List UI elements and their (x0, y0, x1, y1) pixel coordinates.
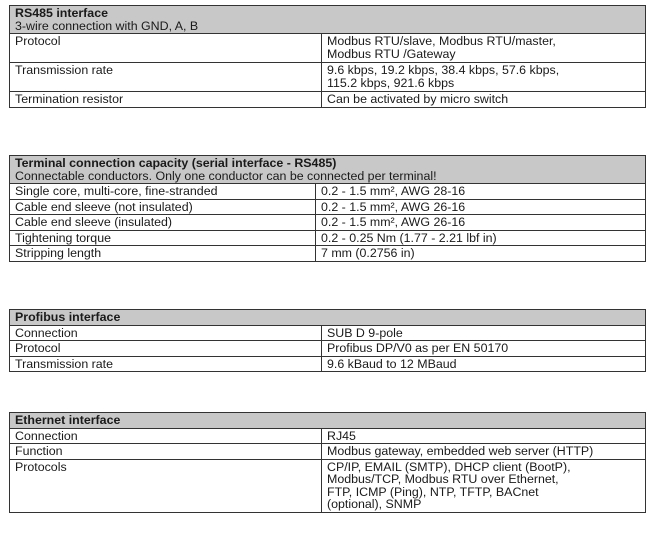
row-label: Connection (10, 325, 322, 341)
table-row (10, 230, 646, 246)
profibus-interface-table (9, 309, 646, 372)
row-value: 7 mm (0.2756 in) (316, 246, 646, 262)
section-header-cell (10, 413, 646, 429)
row-label: Tightening torque (10, 230, 316, 246)
section-header (10, 310, 646, 326)
row-label: Termination resistor (10, 92, 322, 108)
section-header-cell (10, 310, 646, 326)
table-row (10, 444, 646, 460)
section-header (10, 156, 646, 184)
row-value: CP/IP, EMAIL (SMTP), DHCP client (BootP), Modbus/TCP, Modbus RTU over Ethernet, FTP, ICMP (Ping), NTP, TFTP, BACnet (optional), SNMP (322, 459, 646, 512)
row-value: 0.2 - 0.25 Nm (1.77 - 2.21 lbf in) (316, 230, 646, 246)
row-label: Cable end sleeve (insulated) (10, 215, 316, 231)
terminal-connection-table (9, 155, 646, 262)
row-value: 9.6 kbps, 19.2 kbps, 38.4 kbps, 57.6 kbps, 115.2 kbps, 921.6 kbps (322, 63, 646, 92)
section-header-cell (10, 156, 646, 184)
row-label: Transmission rate (10, 356, 322, 372)
table-row (10, 92, 646, 108)
row-value: Modbus gateway, embedded web server (HTTP) (322, 444, 646, 460)
section-header (10, 413, 646, 429)
row-label: Cable end sleeve (not insulated) (10, 199, 316, 215)
row-value: 0.2 - 1.5 mm², AWG 26-16 (316, 199, 646, 215)
section-title: Profibus interface (15, 310, 121, 324)
row-value: RJ45 (322, 428, 646, 444)
table-row (10, 215, 646, 231)
rs485-interface-table (9, 5, 646, 108)
table-row (10, 199, 646, 215)
row-label: Protocol (10, 34, 322, 63)
row-value: 0.2 - 1.5 mm², AWG 26-16 (316, 215, 646, 231)
table-row (10, 246, 646, 262)
row-value: SUB D 9-pole (322, 325, 646, 341)
row-label: Protocols (10, 459, 322, 512)
row-label: Stripping length (10, 246, 316, 262)
row-value: Modbus RTU/slave, Modbus RTU/master, Modbus RTU /Gateway (322, 34, 646, 63)
row-value: Profibus DP/V0 as per EN 50170 (322, 341, 646, 357)
row-value: Can be activated by micro switch (322, 92, 646, 108)
table-row (10, 325, 646, 341)
section-header-cell (10, 6, 646, 34)
row-label: Transmission rate (10, 63, 322, 92)
table-row (10, 341, 646, 357)
row-label: Single core, multi-core, fine-stranded (10, 184, 316, 200)
row-value: 0.2 - 1.5 mm², AWG 28-16 (316, 184, 646, 200)
row-label: Connection (10, 428, 322, 444)
section-title: Terminal connection capacity (serial interface - RS485) (15, 156, 337, 170)
row-value: 9.6 kBaud to 12 MBaud (322, 356, 646, 372)
table-row (10, 459, 646, 512)
table-row (10, 34, 646, 63)
section-title: RS485 interface (15, 6, 108, 20)
row-label: Function (10, 444, 322, 460)
section-subtitle: Connectable conductors. Only one conductor can be connected per terminal! (15, 168, 437, 183)
ethernet-interface-table (9, 412, 646, 513)
table-row (10, 184, 646, 200)
table-row (10, 428, 646, 444)
table-row (10, 356, 646, 372)
section-title: Ethernet interface (15, 413, 121, 427)
section-subtitle: 3-wire connection with GND, A, B (15, 18, 199, 33)
table-row (10, 63, 646, 92)
row-label: Protocol (10, 341, 322, 357)
section-header (10, 6, 646, 34)
